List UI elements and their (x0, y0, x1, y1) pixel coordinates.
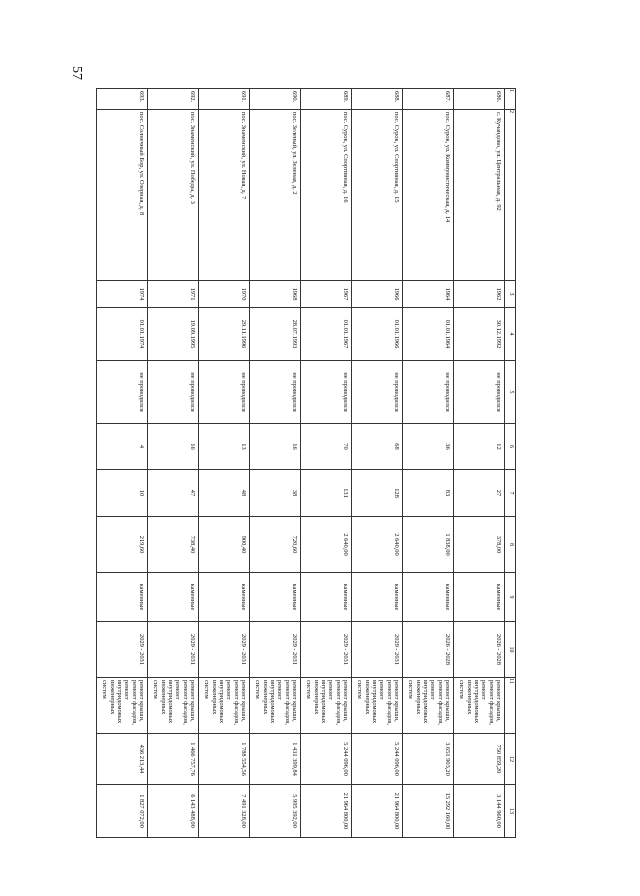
address-cell: пос. Знаменский, ул. Победы, д. 3 (148, 110, 199, 281)
repair-cell: не проводился (199, 361, 250, 424)
year-cell: 1966 (352, 281, 403, 308)
area-cell: 378,00 (454, 517, 505, 573)
period-cell: 2029 - 2031 (250, 622, 301, 678)
repair-cell: не проводился (301, 361, 352, 424)
repair-cell: не проводился (403, 361, 454, 424)
header-col-7: 7 (505, 470, 516, 517)
material-cell: каменные (352, 573, 403, 622)
header-col-8: 8 (505, 517, 516, 573)
area-cell: 2 640,00 (352, 517, 403, 573)
col13-cell: 1 827 072,00 (97, 785, 148, 838)
table-row (352, 89, 403, 838)
repair-cell: не проводился (148, 361, 199, 424)
col7-cell: 48 (199, 470, 250, 517)
header-col-4: 4 (505, 308, 516, 361)
material-cell: каменные (199, 573, 250, 622)
works-cell: ремонт крыши, ремонт фасадов, ремонт внутридомовых инженерных систем (250, 678, 301, 734)
material-cell: каменные (301, 573, 352, 622)
col12-cell: 5 244 096,00 (352, 734, 403, 785)
col13-cell: 21 964 800,00 (352, 785, 403, 838)
repair-cell: не проводился (352, 361, 403, 424)
date-cell: 01.01.1966 (352, 308, 403, 361)
col6-cell: 16 (148, 424, 199, 470)
col6-cell: 13 (199, 424, 250, 470)
period-cell: 2029 - 2031 (301, 622, 352, 678)
header-col-9: 9 (505, 573, 516, 622)
works-cell: ремонт крыши, ремонт фасадов, ремонт внутридомовых инженерных систем (301, 678, 352, 734)
header-row (505, 89, 516, 838)
row-number: 690. (250, 89, 301, 110)
material-cell: каменные (250, 573, 301, 622)
col6-cell: 16 (250, 424, 301, 470)
houses-table (96, 88, 516, 838)
row-number: 691. (199, 89, 250, 110)
header-col-3: 3 (505, 281, 516, 308)
works-cell: ремонт крыши, ремонт фасадов, ремонт внутридомовых инженерных систем (454, 678, 505, 734)
date-cell: 29.11.1996 (199, 308, 250, 361)
col7-cell: 38 (250, 470, 301, 517)
address-cell: пос. Сурок, ул. Спортивная, д. 16 (301, 110, 352, 281)
col6-cell: 70 (301, 424, 352, 470)
table-row (97, 89, 148, 838)
date-cell: 19.09.1995 (148, 308, 199, 361)
repair-cell: не проводился (454, 361, 505, 424)
col12-cell: 3 651 903,20 (403, 734, 454, 785)
col7-cell: 47 (148, 470, 199, 517)
date-cell: 01.01.1967 (301, 308, 352, 361)
col12-cell: 1 788 554,56 (199, 734, 250, 785)
col7-cell: 128 (352, 470, 403, 517)
address-cell: пос. Сурок, ул. Коммунистическая, д. 14 (403, 110, 454, 281)
period-cell: 2029 - 2031 (97, 622, 148, 678)
col6-cell: 4 (97, 424, 148, 470)
table-row (250, 89, 301, 838)
year-cell: 1974 (97, 281, 148, 308)
date-cell: 01.01.1974 (97, 308, 148, 361)
col7-cell: 131 (301, 470, 352, 517)
col6-cell: 68 (352, 424, 403, 470)
area-cell: 219,60 (97, 517, 148, 573)
row-number: 687. (403, 89, 454, 110)
works-cell: ремонт крыши, ремонт фасадов, ремонт внутридомовых инженерных систем (199, 678, 250, 734)
area-cell: 738,40 (148, 517, 199, 573)
address-cell: с. Кучандово, ул. Центральная, д. 92 (454, 110, 505, 281)
period-cell: 2029 - 2031 (148, 622, 199, 678)
table-row (148, 89, 199, 838)
year-cell: 1964 (403, 281, 454, 308)
col12-cell: 750 859,20 (454, 734, 505, 785)
col12-cell: 1 431 399,84 (250, 734, 301, 785)
year-cell: 1967 (301, 281, 352, 308)
area-cell: 1 838,00 (403, 517, 454, 573)
houses-table-rotated (101, 88, 516, 830)
works-cell: ремонт крыши, ремонт фасадов, ремонт внутридомовых инженерных систем (97, 678, 148, 734)
year-cell: 1962 (454, 281, 505, 308)
col13-cell: 21 964 800,00 (301, 785, 352, 838)
page-number: 57 (69, 66, 84, 80)
address-cell: пос. Зеленый, ул. Зеленая, д. 2 (250, 110, 301, 281)
col13-cell: 15 292 160,00 (403, 785, 454, 838)
address-cell: пос. Знаменский, ул. Новая, д. 7 (199, 110, 250, 281)
col7-cell: 83 (403, 470, 454, 517)
repair-cell: не проводился (97, 361, 148, 424)
header-col-5: 5 (505, 361, 516, 424)
col7-cell: 10 (97, 470, 148, 517)
col6-cell: 36 (403, 424, 454, 470)
works-cell: ремонт крыши, ремонт фасадов, ремонт внутридомовых инженерных систем (148, 678, 199, 734)
table-row (199, 89, 250, 838)
table-row (454, 89, 505, 838)
material-cell: каменные (403, 573, 454, 622)
address-cell: пос. Солнечный Бор, ул. Озерная, д. 8 (97, 110, 148, 281)
table-row (301, 89, 352, 838)
address-cell: пос. Сурок, ул. Спортивная, д. 15 (352, 110, 403, 281)
col7-cell: 27 (454, 470, 505, 517)
table-row (403, 89, 454, 838)
col13-cell: 6 143 488,00 (148, 785, 199, 838)
col12-cell: 1 466 757,76 (148, 734, 199, 785)
col6-cell: 12 (454, 424, 505, 470)
year-cell: 1970 (199, 281, 250, 308)
col12-cell: 436 213,44 (97, 734, 148, 785)
header-col-12: 12 (505, 734, 516, 785)
repair-cell: не проводился (250, 361, 301, 424)
row-number: 689. (301, 89, 352, 110)
area-cell: 2 640,00 (301, 517, 352, 573)
area-cell: 900,40 (199, 517, 250, 573)
period-cell: 2026 - 2028 (403, 622, 454, 678)
col13-cell: 7 491 328,00 (199, 785, 250, 838)
year-cell: 1971 (148, 281, 199, 308)
year-cell: 1968 (250, 281, 301, 308)
col13-cell: 5 995 392,00 (250, 785, 301, 838)
works-cell: ремонт крыши, ремонт фасадов, ремонт внутридомовых инженерных систем (403, 678, 454, 734)
header-col-2: 2 (505, 110, 516, 281)
material-cell: каменные (97, 573, 148, 622)
row-number: 688. (352, 89, 403, 110)
works-cell: ремонт крыши, ремонт фасадов, ремонт внутридомовых инженерных систем (352, 678, 403, 734)
period-cell: 2029 - 2031 (199, 622, 250, 678)
date-cell: 28.07.1993 (250, 308, 301, 361)
header-col-13: 13 (505, 785, 516, 838)
header-col-10: 10 (505, 622, 516, 678)
period-cell: 2029 - 2031 (352, 622, 403, 678)
row-number: 693. (97, 89, 148, 110)
area-cell: 720,60 (250, 517, 301, 573)
row-number: 686. (454, 89, 505, 110)
row-number: 692. (148, 89, 199, 110)
header-col-1: 1 (505, 89, 516, 110)
material-cell: каменные (454, 573, 505, 622)
date-cell: 01.01.1964 (403, 308, 454, 361)
period-cell: 2026 - 2028 (454, 622, 505, 678)
header-col-6: 6 (505, 424, 516, 470)
header-col-11: 11 (505, 678, 516, 734)
col12-cell: 5 244 096,00 (301, 734, 352, 785)
date-cell: 30.12.1992 (454, 308, 505, 361)
col13-cell: 3 144 960,00 (454, 785, 505, 838)
material-cell: каменные (148, 573, 199, 622)
